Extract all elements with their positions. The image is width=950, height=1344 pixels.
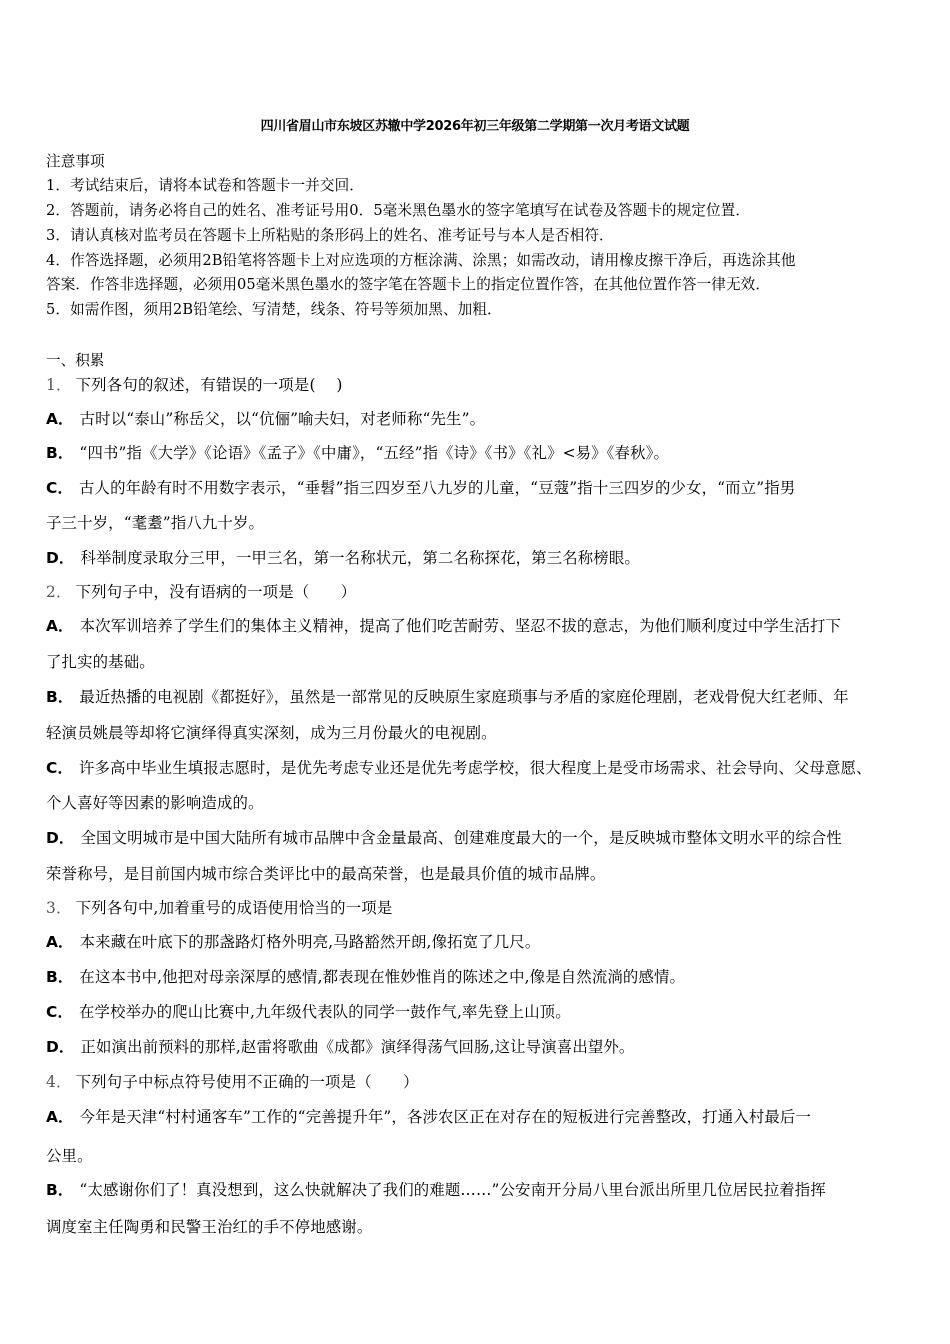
option-label: A． [46,933,74,951]
option-label: A． [46,617,74,635]
option-label: A． [46,410,74,428]
question-number: 3． [46,899,72,917]
question-number: 1． [46,376,72,394]
section-heading: 一、积累 [46,352,105,369]
option-text: 科举制度录取分三甲，一甲三名，第一名称状元，第二名称探花，第三名称榜眼。 [80,549,640,567]
question-text: 下列句子中标点符号使用不正确的一项是（ ） [75,1073,419,1091]
notice-item: 4．作答选择题，必须用2B铅笔将答题卡上对应选项的方框涂满、涂黑；如需改动，请用橡皮擦干净后，再选涂其他 [46,252,796,269]
option-label: C． [46,1003,73,1021]
answer-option [46,686,849,708]
option-continuation: 了扎实的基础。 [46,653,155,671]
answer-option [46,408,485,430]
option-label: A． [46,1108,74,1126]
option-label: D． [46,549,75,567]
option-continuation: 子三十岁，“耄耋”指八九十岁。 [46,514,265,532]
option-continuation: 个人喜好等因素的影响造成的。 [46,794,264,812]
option-label: C． [46,479,73,497]
answer-option [46,1036,634,1058]
question-number: 2． [46,583,72,601]
question-stem [46,897,393,919]
option-label: B． [46,1181,74,1199]
answer-option [46,757,872,779]
option-text: 在这本书中,他把对母亲深厚的感情,都表现在惟妙惟肖的陈述之中,像是自然流淌的感情。 [79,968,686,986]
question-number: 4． [46,1073,72,1091]
notice-item: 2．答题前，请务必将自己的姓名、准考证号用0．5毫米黑色墨水的签字笔填写在试卷及答题卡的规定位置． [46,202,751,219]
answer-option [46,442,669,464]
option-text: 本次军训培养了学生们的集体主义精神，提高了他们吃苦耐劳、坚忍不拔的意志，为他们顺利度过中学生活打下 [79,617,842,635]
option-text: “太感谢你们了！真没想到，这么快就解决了我们的难题……”公安南开分局八里台派出所里几位居民拉着指挥 [79,1181,826,1199]
notice-item: 3．请认真核对监考员在答题卡上所粘贴的条形码上的姓名、准考证号与本人是否相符． [46,227,614,244]
option-text: 本来藏在叶底下的那盏路灯格外明亮,马路豁然开朗,像拓宽了几尺。 [79,933,541,951]
option-text: “四书”指《大学》《论语》《孟子》《中庸》，“五经”指《诗》《书》《礼》<易》《春秋》。 [79,444,670,462]
question-stem [46,1071,419,1093]
answer-option [46,827,842,849]
option-continuation: 荣誉称号，是目前国内城市综合类评比中的最高荣誉，也是最具价值的城市品牌。 [46,865,606,883]
answer-option [46,1179,826,1201]
answer-option [46,1001,571,1023]
question-stem [46,374,343,396]
answer-option [46,1106,811,1128]
question-text: 下列句子中，没有语病的一项是（ ） [75,583,357,601]
question-stem [46,581,356,603]
option-text: 全国文明城市是中国大陆所有城市品牌中含金量最高、创建难度最大的一个，是反映城市整体文明水平的综合性 [80,829,842,847]
answer-option [46,966,685,988]
option-text: 古时以“泰山”称岳父，以“伉俪”喻夫妇，对老师称“先生”。 [79,410,486,428]
option-text: 今年是天津“村村通客车”工作的“完善提升年”，各涉农区正在对存在的短板进行完善整改，打通入村最后一 [79,1108,812,1126]
option-text: 正如演出前预料的那样,赵雷将歌曲《成都》演绎得荡气回肠,这让导演喜出望外。 [80,1038,635,1056]
option-text: 最近热播的电视剧《都挺好》，虽然是一部常见的反映原生家庭琐事与矛盾的家庭伦理剧，老戏骨倪大红老师、年 [79,688,849,706]
option-continuation: 轻演员姚晨等却将它演绎得真实深刻，成为三月份最火的电视剧。 [46,724,497,742]
option-label: B． [46,968,74,986]
option-label: D． [46,1038,75,1056]
option-continuation: 公里。 [46,1147,93,1165]
notice-item: 答案．作答非选择题，必须用05毫米黑色墨水的签字笔在答题卡上的指定位置作答，在其他位置作答一律无效． [46,276,771,293]
option-continuation: 调度室主任陶勇和民警王治红的手不停地感谢。 [46,1218,373,1236]
answer-option [46,477,795,499]
answer-option [46,931,540,953]
page-title: 四川省眉山市东坡区苏辙中学2026年初三年级第二学期第一次月考语文试题 [260,119,690,134]
answer-option [46,615,841,637]
notice-item: 5．如需作图，须用2B铅笔绘、写清楚，线条、符号等须加黑、加粗． [46,301,502,318]
option-label: C． [46,759,73,777]
notice-item: 1．考试结束后，请将本试卷和答题卡一并交回． [46,177,364,194]
option-label: D． [46,829,75,847]
option-text: 许多高中毕业生填报志愿时，是优先考虑专业还是优先考虑学校，很大程度上是受市场需求、社会导向、父母意愿、 [79,759,872,777]
option-label: B． [46,444,74,462]
question-text: 下列各句的叙述，有错误的一项是( ) [75,376,343,394]
option-text: 在学校举办的爬山比赛中,九年级代表队的同学一鼓作气,率先登上山顶。 [79,1003,571,1021]
question-text: 下列各句中,加着重号的成语使用恰当的一项是 [75,899,393,917]
answer-option [46,547,640,569]
notice-heading: 注意事项 [46,153,105,170]
option-label: B． [46,688,74,706]
option-text: 古人的年龄有时不用数字表示，“垂髫”指三四岁至八九岁的儿童，“豆蔻”指十三四岁的少女，“而立”指男 [79,479,796,497]
